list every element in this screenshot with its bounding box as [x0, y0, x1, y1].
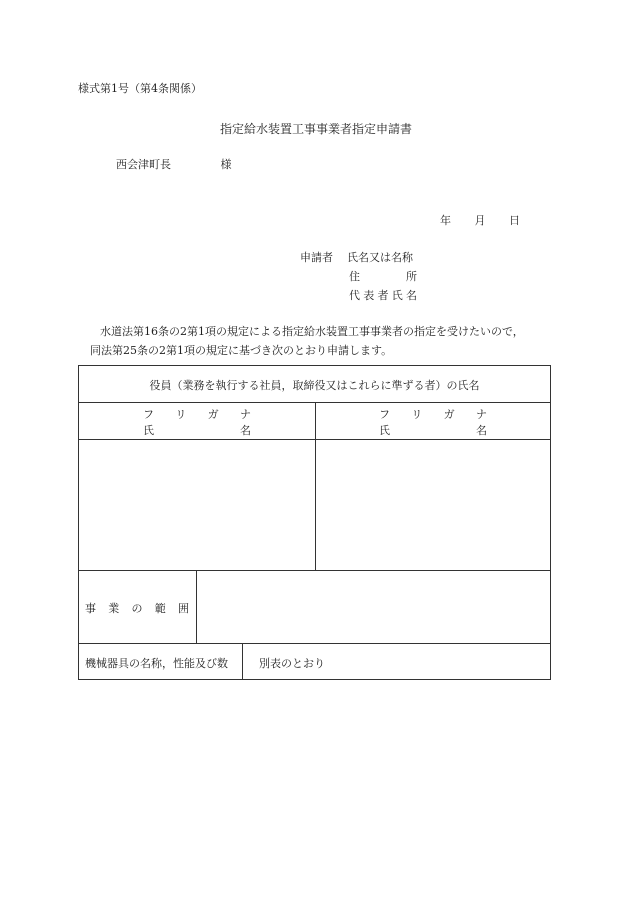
name-char: 名 [476, 424, 487, 437]
scope-char: の [131, 602, 143, 615]
name-char: 氏 [379, 424, 390, 437]
furigana-char: ガ [443, 408, 455, 421]
representative-char: 者 [377, 289, 389, 302]
furigana-char: フ [379, 408, 390, 421]
business-scope-label [85, 600, 189, 616]
equipment-row [79, 644, 550, 679]
furigana-char: リ [411, 408, 423, 421]
label-divider [242, 644, 243, 679]
addressee-honorific: 様 [220, 158, 232, 171]
name-header-row [79, 403, 550, 440]
furigana-char: リ [175, 408, 187, 421]
address-char: 住 [349, 270, 360, 283]
officers-names-row [79, 440, 550, 571]
column-divider [315, 403, 316, 439]
name-label-right [379, 422, 487, 438]
date-line [440, 212, 520, 228]
representative-char: 表 [363, 289, 375, 302]
body-text-line: 水道法第16条の2第1項の規定による指定給水装置工事事業者の指定を受けたいので， [100, 325, 524, 338]
furigana-label-left [143, 406, 251, 422]
representative-char: 代 [349, 289, 360, 302]
applicant-address-label [349, 268, 417, 284]
furigana-char: ナ [475, 408, 487, 421]
furigana-char: フ [143, 408, 154, 421]
officers-header-row [79, 366, 550, 403]
label-divider [196, 571, 197, 643]
applicant-label: 申請者 [300, 251, 333, 264]
name-char: 名 [240, 424, 251, 437]
date-day-label: 日 [509, 214, 520, 227]
applicant-representative-label [349, 287, 417, 303]
furigana-char: ナ [239, 408, 251, 421]
body-text-line: 同法第25条の2第1項の規定に基づき次のとおり申請します。 [90, 344, 393, 357]
document-title: 指定給水装置工事事業者指定申請書 [220, 122, 413, 136]
business-scope-row [79, 571, 550, 644]
representative-char: 名 [406, 289, 417, 302]
column-divider [315, 440, 316, 570]
representative-char: 氏 [391, 289, 403, 302]
furigana-label-right [379, 406, 487, 422]
equipment-label: 機械器具の名称，性能及び数 [85, 657, 228, 670]
date-year-label: 年 [440, 214, 451, 227]
date-month-label: 月 [474, 214, 486, 227]
addressee-name: 西会津町長 [116, 158, 171, 171]
furigana-char: ガ [207, 408, 219, 421]
form-number: 様式第1号（第4条関係） [78, 82, 202, 95]
application-table [78, 365, 551, 680]
scope-char: 事 [85, 602, 96, 615]
addressee [116, 156, 232, 172]
name-label-left [143, 422, 251, 438]
scope-char: 囲 [178, 602, 189, 615]
address-char: 所 [406, 270, 417, 283]
applicant-name-label: 氏名又は名称 [347, 251, 413, 264]
equipment-value: 別表のとおり [259, 657, 325, 670]
scope-char: 範 [154, 602, 166, 615]
scope-char: 業 [108, 602, 120, 615]
officers-header: 役員（業務を執行する社員，取締役又はこれらに準ずる者）の氏名 [149, 379, 480, 392]
name-char: 氏 [143, 424, 154, 437]
